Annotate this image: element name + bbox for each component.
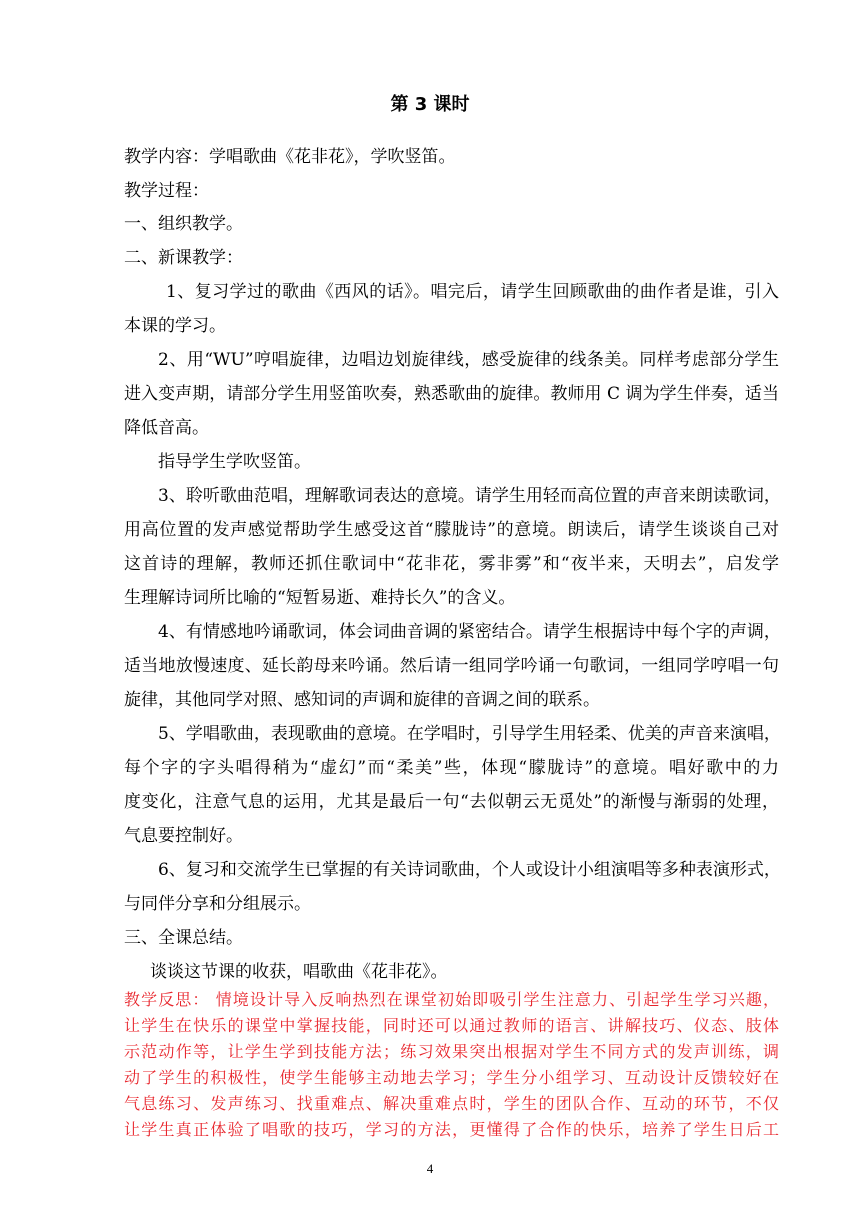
step-5-line-2: 每个字的字头唱得稍为“虚幻”而“柔美”些，体现“朦胧诗”的意境。唱好歌中的力 xyxy=(124,758,779,778)
lesson-title: 第 3 课时 xyxy=(390,94,470,115)
step-3-line-3: 这首诗的理解，教师还抓住歌词中“花非花，雾非雾”和“夜半来，天明去”，启发学 xyxy=(124,554,779,574)
step-5-line-4: 气息要控制好。 xyxy=(124,826,243,846)
step-4-line-3: 旋律，其他同学对照、感知词的声调和旋律的音调之间的联系。 xyxy=(124,690,600,710)
step-2-line-3: 降低音高。 xyxy=(124,418,209,438)
step-1-line-2: 本课的学习。 xyxy=(124,316,226,336)
recorder-guidance: 指导学生学吹竖笛。 xyxy=(158,452,311,472)
teaching-process-heading: 教学过程： xyxy=(124,181,209,201)
step-4-line-2: 适当地放慢速度、延长韵母来吟诵。然后请一组同学吟诵一句歌词，一组同学哼唱一句 xyxy=(124,656,779,676)
step-5-line-3: 度变化，注意气息的运用，尤其是最后一句“去似朝云无觅处”的渐慢与渐弱的处理， xyxy=(124,792,779,812)
step-1-line-1: 1、复习学过的歌曲《西风的话》。唱完后，请学生回顾歌曲的曲作者是谁，引入 xyxy=(166,282,779,302)
section-2-heading: 二、新课教学： xyxy=(124,248,243,268)
page-number: 4 xyxy=(426,1161,434,1176)
reflection-line-4: 动了学生的积极性，使学生能够主动地去学习；学生分小组学习、互动设计反馈较好在 xyxy=(124,1068,779,1087)
teaching-content: 教学内容：学唱歌曲《花非花》，学吹竖笛。 xyxy=(124,147,456,167)
step-3-line-4: 生理解诗词所比喻的“短暂易逝、难持长久”的含义。 xyxy=(124,588,516,608)
step-3-line-2: 用高位置的发声感觉帮助学生感受这首“朦胧诗”的意境。朗读后，请学生谈谈自己对 xyxy=(124,520,779,540)
section-3-heading: 三、全课总结。 xyxy=(124,928,243,948)
step-3-line-1: 3、聆听歌曲范唱，理解歌词表达的意境。请学生用轻而高位置的声音来朗读歌词， xyxy=(158,486,781,506)
summary-text: 谈谈这节课的收获，唱歌曲《花非花》。 xyxy=(150,962,448,982)
step-4-line-1: 4、有情感地吟诵歌词，体会词曲音调的紧密结合。请学生根据诗中每个字的声调， xyxy=(158,622,781,642)
reflection-line-6: 让学生真正体验了唱歌的技巧，学习的方法，更懂得了合作的快乐，培养了学生日后工 xyxy=(124,1120,779,1139)
reflection-line-3: 示范动作等，让学生学到技能方法；练习效果突出根据对学生不同方式的发声训练，调 xyxy=(124,1042,779,1061)
section-1-heading: 一、组织教学。 xyxy=(124,214,243,234)
reflection-line-2: 让学生在快乐的课堂中掌握技能，同时还可以通过教师的语言、讲解技巧、仪态、肢体 xyxy=(124,1016,779,1035)
step-2-line-1: 2、用“WU”哼唱旋律，边唱边划旋律线，感受旋律的线条美。同样考虑部分学生 xyxy=(158,350,779,370)
step-6-line-2: 与同伴分享和分组展示。 xyxy=(124,894,311,914)
step-2-line-2: 进入变声期，请部分学生用竖笛吹奏，熟悉歌曲的旋律。教师用 C 调为学生伴奏，适当 xyxy=(124,384,779,404)
reflection-line-5: 气息练习、发声练习、找重难点、解决重难点时，学生的团队合作、互动的环节，不仅 xyxy=(124,1094,779,1113)
step-5-line-1: 5、学唱歌曲，表现歌曲的意境。在学唱时，引导学生用轻柔、优美的声音来演唱， xyxy=(158,724,781,744)
reflection-line-1: 教学反思： 情境设计导入反响热烈在课堂初始即吸引学生注意力、引起学生学习兴趣， xyxy=(124,990,779,1009)
step-6-line-1: 6、复习和交流学生已掌握的有关诗词歌曲，个人或设计小组演唱等多种表演形式， xyxy=(158,860,781,880)
